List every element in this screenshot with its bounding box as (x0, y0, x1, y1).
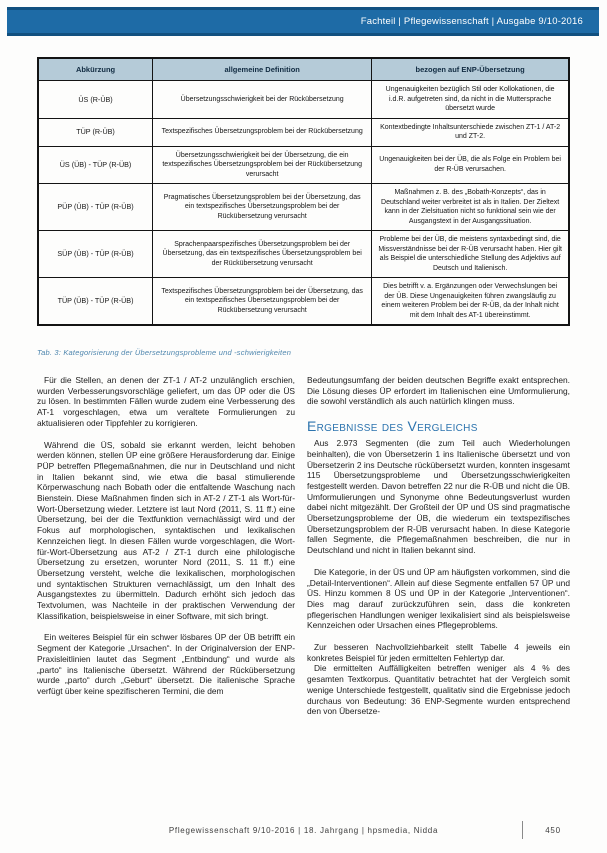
cell-definition: Sprachenpaarspezifisches Übersetzungsproblem bei der Übersetzung, das ein textspezifisches Übersetzungsproblem bei der Rückübersetzung verursacht (153, 231, 372, 278)
cell-abbreviation: SÜP (ÜB) - TÜP (R-ÜB) (38, 231, 153, 278)
table-row (38, 231, 569, 278)
issue-banner-text: Fachteil | Pflegewissenschaft | Ausgabe 9/10-2016 (360, 16, 583, 27)
column-header-enp: bezogen auf ENP-Übersetzung (372, 58, 569, 81)
cell-enp: Probleme bei der ÜB, die meistens syntaxbedingt sind, die Missverständnisse bei der R-ÜB verursacht haben. Hier gilt als Beispiel die unterschiedliche Stellung des Adjektivs auf Deutsch und Italienisch. (372, 231, 569, 278)
cell-definition: Übersetzungsschwierigkeit bei der Rückübersetzung (153, 81, 372, 119)
cell-definition: Pragmatisches Übersetzungsproblem bei der Übersetzung, das ein textspezifisches Übersetzungsproblem bei der Rückübersetzung verursacht (153, 184, 372, 231)
table-row (38, 184, 569, 231)
table-header-row (38, 58, 569, 81)
column-header-abbreviation: Abkürzung (38, 58, 153, 81)
paragraph-continuation: Bedeutungsumfang der beiden deutschen Begriffe exakt entsprechen. Die Lösung dieses ÜP erfordert im Italienischen eine Umformulierung, die sowohl verständlich als auch natürlich klingen muss. (307, 375, 570, 407)
table-row (38, 118, 569, 146)
cell-definition: Textspezifisches Übersetzungsproblem bei der Übersetzung, das ein textspezifisches Übersetzungsproblem bei der Rückübersetzung verursacht (153, 278, 372, 326)
paragraph: Aus 2.973 Segmenten (die zum Teil auch Wiederholungen beinhalten), die von Übersetzerin 1 ins Italienische übersetzt und von Übersetzerin 2 ins Deutsche rückübersetzt wurden, konnten insgesamt 115 Übersetzungsprobleme und Übersetzungsschwierigkeiten festgestellt werden. Davon betreffen 22 nur die R-ÜB und nicht die ÜB. Umformulierungen und Synonyme ohne Bedeutungsverlust wurden dabei nicht mitgezählt. Der Großteil der ÜP und ÜS sind pragmatische Übersetzungsprobleme der ÜB, die wiederum ein textspezifisches Übersetzungsproblem der R-ÜB verursacht haben. In diese Kategorie fallen Segmente, die Pflegemaßnahmen beschreiben, die nur in Deutschland und nicht in Italien bekannt sind. (307, 438, 570, 556)
article-right-column (307, 375, 570, 728)
cell-abbreviation: ÜS (R-ÜB) (38, 81, 153, 119)
footer-divider (522, 821, 523, 839)
paragraph: Für die Stellen, an denen der ZT-1 / AT-2 unzulänglich erschien, wurden Verbesserungsvorschläge geliefert, um das ÜP oder die ÜS zu lösen. In bestimmten Fällen wurde zudem eine Verbesserung des AT-1 vorgeschlagen, etwa um veraltete Formulierungen zu aktualisieren oder Tippfehler zu korrigieren. (37, 375, 295, 428)
paragraph: Während die ÜS, sobald sie erkannt werden, leicht behoben werden können, stellen ÜP eine größere Herausforderung dar. Einige PÜP betreffen Pflegemaßnahmen, die nur in Deutschland und nicht in Italien bekannt sind, wie etwa die basal stimulierende Körperwaschung nach Bobath oder die entfaltende Waschung nach Bienstein. Diese Maßnahmen finden sich in AT-2 / ZT-1 als Wort-für-Wort-Übersetzung wieder. Letztere ist laut Nord (2011, S. 11 ff.) eine Übersetzung, bei der die Textfunktion vernachlässigt wird und der Fokus auf morphologischen, syntaktischen und lexikalischen Kennzeichen liegt. In diesen Fällen wurde vorgeschlagen, die Wort-für-Wort-Übersetzung aus AT-2 / ZT-1 durch eine philologische Übersetzung zu ersetzen, worunter Nord (2011, S. 11 ff.) eine Übersetzung versteht, welche die lexikalischen, morphologischen und syntaktischen Strukturen vernachlässigt, um den Inhalt des Ausgangstextes zu übermitteln. Dadurch erhöht sich jedoch das Textvolumen, was Nachteile in der praktischen Verwendung der Klassifikation, beispielsweise in einer Software, mit sich bringt. (37, 439, 295, 621)
cell-abbreviation: TÜP (ÜB) - TÜP (R-ÜB) (38, 278, 153, 326)
categorisation-table (37, 57, 570, 326)
cell-enp: Maßnahmen z. B. des „Bobath-Konzepts“, das in Deutschland weiter verbreitet ist als in Italien. Der Zieltext kann in der Zielsituation nicht so funktional sein wie der Ausgangstext in der Ausgangssituation. (372, 184, 569, 231)
table-row (38, 81, 569, 119)
cell-definition: Textspezifisches Übersetzungsproblem bei der Rückübersetzung (153, 118, 372, 146)
table-row (38, 146, 569, 184)
paragraph: Zur besseren Nachvollziehbarkeit stellt Tabelle 4 jeweils ein konkretes Beispiel für jeden ermittelten Fehlertyp dar. (307, 642, 570, 663)
cell-abbreviation: ÜS (ÜB) - TÜP (R-ÜB) (38, 146, 153, 184)
categorisation-table-wrapper (37, 57, 570, 326)
column-header-definition: allgemeine Definition (153, 58, 372, 81)
cell-definition: Übersetzungsschwierigkeit bei der Übersetzung, die ein textspezifisches Übersetzungsproblem bei der Rückübersetzung verursacht (153, 146, 372, 184)
cell-abbreviation: TÜP (R-ÜB) (38, 118, 153, 146)
cell-enp: Ungenauigkeiten bezüglich Stil oder Kollokationen, die i.d.R. aufgetreten sind, da nicht in die Muttersprache übersetzt wurde (372, 81, 569, 119)
table-caption: Tab. 3: Kategorisierung der Übersetzungsprobleme und -schwierigkeiten (37, 348, 292, 357)
article-left-column (37, 375, 295, 708)
table-row (38, 278, 569, 326)
issue-banner (7, 7, 599, 36)
footer-journal-info: Pflegewissenschaft 9/10-2016 | 18. Jahrgang | hpsmedia, Nidda (168, 826, 439, 835)
footer-page-number: 450 (545, 826, 561, 835)
cell-enp: Kontextbedingte Inhaltsunterschiede zwischen ZT-1 / AT-2 und ZT-2. (372, 118, 569, 146)
cell-enp: Dies betrifft v. a. Ergänzungen oder Verwechslungen bei der ÜB. Diese Ungenauigkeiten führen zwangsläufig zu einem weiteren Problem bei der R-ÜB, da der Inhalt nicht mit dem Inhalt des AT-1 übereinstimmt. (372, 278, 569, 326)
cell-abbreviation: PÜP (ÜB) - TÜP (R-ÜB) (38, 184, 153, 231)
paragraph: Die Kategorie, in der ÜS und ÜP am häufigsten vorkommen, sind die „Detail-Interventionen“. Allein auf diese Segmente entfallen 57 ÜP und ÜS. Hinzu kommen 8 ÜS und ÜP in der Kategorie „Interventionen“. Dies mag darauf zurückzuführen sein, dass die konkreten pflegerischen Handlungen weniger lexikalisiert sind als beispielsweise Kennzeichen oder Ursachen eines Pflegeproblems. (307, 566, 570, 631)
paragraph: Ein weiteres Beispiel für ein schwer lösbares ÜP der ÜB betrifft ein Segment der Kategorie „Ursachen“. In der Originalversion der ENP-Praxisleitlinien lautet das Segment „Entbindung“ und wurde als „parto“ ins Italienische übersetzt. Während der Rückübersetzung wurde „parto“ durch „Geburt“ übersetzt. Die italienische Sprache verfügt über keine spezifischeren Termini, die dem (37, 632, 295, 696)
paragraph: Die ermittelten Auffälligkeiten betreffen weniger als 4 % des gesamten Textkorpus. Quantitativ betrachtet hat der Vergleich somit wenige Unterschiede festgestellt, qualitativ sind die Ergebnisse jedoch durchaus von Bedeutung: 36 ENP-Segmente wurden entsprechend den von Übersetze- (307, 663, 570, 717)
section-heading-results: Ergebnisse des Vergleichs (307, 418, 478, 435)
cell-enp: Ungenauigkeiten bei der ÜB, die als Folge ein Problem bei der R-ÜB verursachen. (372, 146, 569, 184)
